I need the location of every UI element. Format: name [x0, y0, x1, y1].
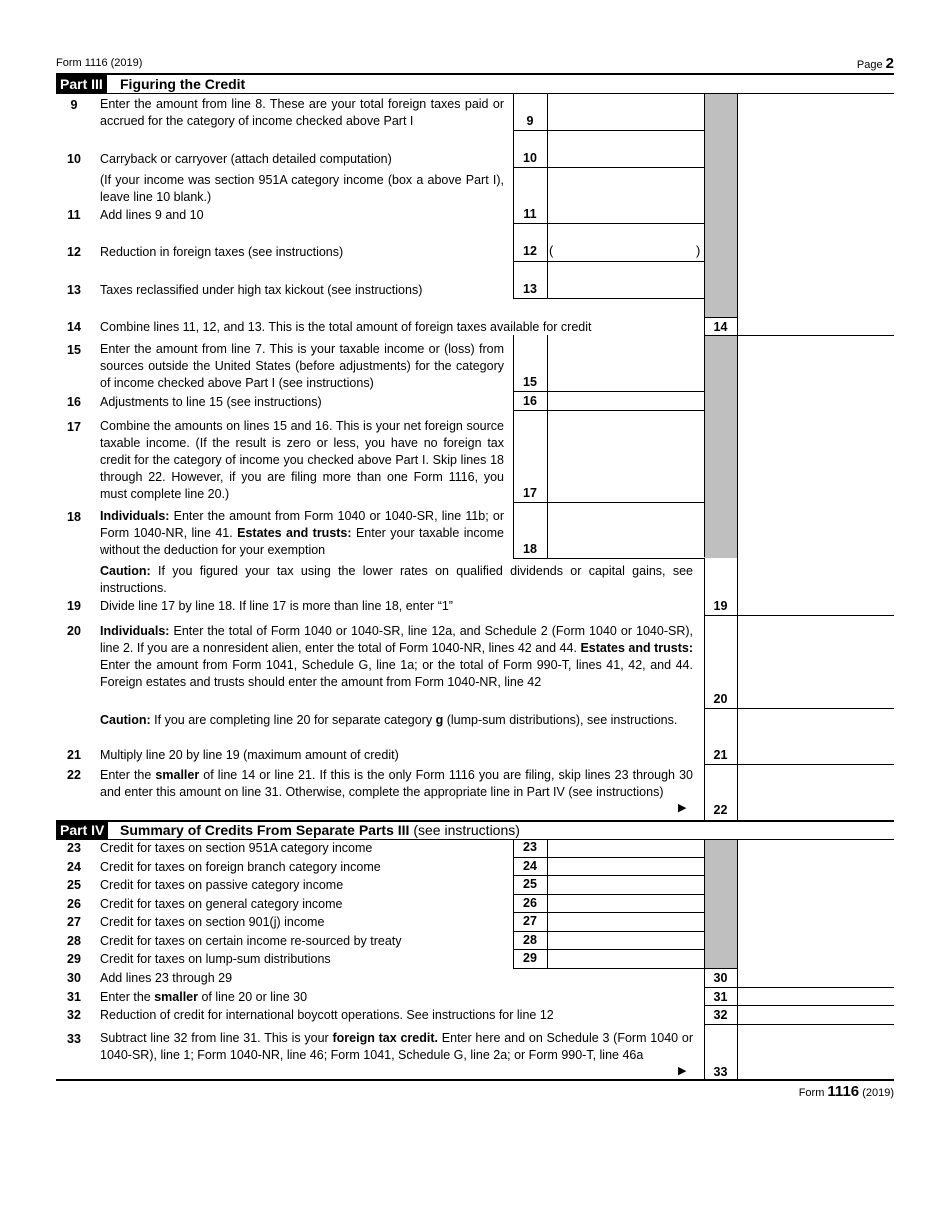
line-33-text: Subtract line 32 from line 31. This is your foreign tax credit. Enter here and on Schedule 3 (Form 1040 or 1040-SR), line 1; Form 1040-NR, line 46; Form 1041, Schedule G, line 2a; or Form 990-T, line 46a	[100, 1031, 693, 1062]
line-12-amount-field[interactable]	[556, 224, 694, 260]
line-16-text: Adjustments to line 15 (see instructions)	[100, 395, 322, 409]
line-28-box-label: 28	[523, 933, 537, 947]
line-30-text: Add lines 23 through 29	[100, 971, 233, 985]
line-19-caution: Caution: If you figured your tax using the lower rates on qualified dividends or capital gains, see instructions.	[100, 564, 693, 595]
line-17-amount-field[interactable]	[548, 411, 703, 501]
line-25-amount-field[interactable]	[548, 876, 703, 893]
line-24-number: 24	[67, 860, 81, 874]
line-20-amount-field[interactable]	[738, 616, 894, 707]
line-25-box-label: 25	[523, 877, 537, 891]
line-15-number: 15	[67, 343, 81, 357]
line-31-box-label: 31	[713, 990, 728, 1004]
line-24-text: Credit for taxes on foreign branch category income	[100, 860, 381, 874]
line-10-box-label: 10	[523, 151, 537, 165]
form-header-id: Form 1116 (2019)	[56, 57, 143, 69]
line-14-number: 14	[67, 320, 81, 334]
line-33-amount-field[interactable]	[738, 1025, 894, 1078]
line-21-text: Multiply line 20 by line 19 (maximum amount of credit)	[100, 748, 399, 762]
line-23-box-label: 23	[523, 840, 537, 854]
line-12-paren-open: (	[549, 243, 554, 258]
line-32-box-label: 32	[713, 1008, 728, 1022]
line-22-arrow-icon: ▶	[678, 802, 687, 814]
line-24-amount-field[interactable]	[548, 858, 703, 874]
line-27-text: Credit for taxes on section 901(j) income	[100, 915, 325, 929]
shaded-column-upper	[704, 94, 737, 317]
part4-tag: Part IV	[56, 821, 108, 839]
line-22-text: Enter the smaller of line 14 or line 21. If this is the only Form 1116 you are filing, skip lines 23 through 30 and enter this amount on line 31. Otherwise, complete the appropriate line in Part IV (see instructions)	[100, 768, 693, 799]
line-14-amount-field[interactable]	[738, 318, 894, 334]
line-13-box-label: 13	[523, 282, 537, 296]
line-21-caution: Caution: If you are completing line 20 for separate category g (lump-sum distributions), see instructions.	[100, 713, 678, 727]
line-21-amount-field[interactable]	[738, 746, 894, 763]
line-12-text: Reduction in foreign taxes (see instructions)	[100, 245, 344, 259]
line-10-amount-field[interactable]	[548, 131, 703, 166]
line-10-text: Carryback or carryover (attach detailed computation)	[100, 152, 392, 166]
line-15-box-label: 15	[523, 375, 537, 389]
line-18-number: 18	[67, 510, 81, 524]
line-10-number: 10	[67, 152, 81, 166]
line-28-number: 28	[67, 934, 81, 948]
part3-tag: Part III	[56, 75, 107, 93]
line-23-amount-field[interactable]	[548, 840, 703, 856]
line-32-amount-field[interactable]	[738, 1006, 894, 1023]
line-33-arrow-icon: ▶	[678, 1065, 687, 1077]
line-23-text: Credit for taxes on section 951A category income	[100, 841, 373, 855]
line-26-box-label: 26	[523, 896, 537, 910]
line-27-number: 27	[67, 915, 81, 929]
line-17-text: Combine the amounts on lines 15 and 16. This is your net foreign source taxable income. (If the result is zero or less, you have no foreign tax credit for the category of income you checked above Part I. Skip lines 18 through 22. However, if you are filing more than one Form 1116, you must complete line 20.)	[100, 419, 504, 501]
page-label: Page	[856, 59, 883, 71]
line-32-number: 32	[67, 1008, 81, 1022]
line-19-text: Divide line 17 by line 18. If line 17 is more than line 18, enter “1”	[100, 599, 453, 613]
line-21-box-label: 21	[713, 748, 728, 762]
line-12-number: 12	[67, 245, 81, 259]
line-24-box-label: 24	[523, 859, 537, 873]
line-31-number: 31	[67, 990, 81, 1004]
form-bottom-rule	[56, 1079, 894, 1081]
line-22-number: 22	[67, 768, 81, 782]
line-16-box-label: 16	[523, 394, 537, 408]
line-20-text: Individuals: Enter the total of Form 1040 or 1040-SR, line 12a, and Schedule 2 (Form 1040 or 1040-SR), line 2. If you are a nonresident alien, enter the total of Form 1040-NR, lines 42 and 44. Estates and trusts: Enter the amount from Form 1041, Schedule G, line 1a; or the total of Form 990-T, lines 41, 42, and 44. Foreign estates and trusts should enter the amount from Form 1040-NR, line 42	[100, 624, 693, 689]
line-30-box-label: 30	[713, 971, 728, 985]
line-9-text: Enter the amount from line 8. These are your total foreign taxes paid or accrued for the category of income checked above Part I	[100, 97, 504, 128]
line-16-number: 16	[67, 395, 81, 409]
line-21-number: 21	[67, 748, 81, 762]
line-12-paren-close: )	[696, 243, 701, 258]
line-23-number: 23	[67, 841, 81, 855]
line-31-amount-field[interactable]	[738, 988, 894, 1005]
line-29-box-label: 29	[523, 951, 537, 965]
line-28-amount-field[interactable]	[548, 932, 703, 948]
line-9-box-label: 9	[526, 114, 534, 128]
line-11-text: Add lines 9 and 10	[100, 208, 204, 222]
line-28-text: Credit for taxes on certain income re-sourced by treaty	[100, 934, 402, 948]
outer-col-right-border	[737, 94, 738, 822]
line-33-number: 33	[67, 1032, 81, 1046]
line-18-box-label: 18	[523, 542, 537, 556]
line-19-box-label: 19	[713, 599, 728, 613]
line-29-amount-field[interactable]	[548, 950, 703, 967]
line-25-number: 25	[67, 878, 81, 892]
line-15-text: Enter the amount from line 7. This is your taxable income or (loss) from sources outside the United States (before adjustments) for the category of income checked above Part I (see instructions)	[100, 342, 504, 390]
line-20-number: 20	[67, 624, 81, 638]
part4-title: Summary of Credits From Separate Parts III (see instructions)	[120, 822, 520, 838]
line-15-amount-field[interactable]	[548, 336, 703, 390]
footer-form-number: 1116	[827, 1083, 860, 1100]
line-12-box-label: 12	[523, 244, 537, 258]
line-17-box-label: 17	[523, 486, 537, 500]
line-18-text: Individuals: Enter the amount from Form 1040 or 1040-SR, line 11b; or Form 1040-NR, line 41. Estates and trusts: Enter your taxable income without the deduction for your exemption	[100, 509, 504, 557]
line-29-number: 29	[67, 952, 81, 966]
line-22-amount-field[interactable]	[738, 765, 894, 820]
line-26-amount-field[interactable]	[548, 895, 703, 911]
line-22-box-label: 22	[713, 803, 728, 817]
line-30-amount-field[interactable]	[738, 969, 894, 986]
line-27-box-label: 27	[523, 914, 537, 928]
line-14-box-label: 14	[713, 320, 728, 334]
line-27-amount-field[interactable]	[548, 913, 703, 930]
line-9-amount-field[interactable]	[548, 95, 703, 130]
line-11-number: 11	[67, 208, 81, 222]
line-13-text: Taxes reclassified under high tax kickout (see instructions)	[100, 283, 423, 297]
form-footer: Form 1116 (2019)	[798, 1083, 894, 1100]
line-13-amount-field[interactable]	[548, 262, 703, 297]
line-19-number: 19	[67, 599, 81, 613]
shaded-column-part4	[704, 840, 737, 968]
line-25-text: Credit for taxes on passive category income	[100, 878, 344, 892]
line-16-amount-field[interactable]	[548, 392, 703, 409]
line-20-box-label: 20	[713, 692, 728, 706]
line-9-number: 9	[70, 98, 78, 112]
shaded-column-middle	[704, 335, 737, 558]
line-17-number: 17	[67, 420, 81, 434]
part3-title: Figuring the Credit	[120, 76, 246, 92]
line-11-amount-field[interactable]	[548, 168, 703, 222]
page-indicator	[857, 55, 894, 72]
line-31-text: Enter the smaller of line 20 or line 30	[100, 990, 308, 1004]
line-29-text: Credit for taxes on lump-sum distributions	[100, 952, 331, 966]
page-number: 2	[885, 55, 894, 72]
line-11-box-label: 11	[523, 207, 537, 221]
line-18-amount-field[interactable]	[548, 503, 703, 557]
line-14-text: Combine lines 11, 12, and 13. This is the total amount of foreign taxes available for credit	[100, 320, 592, 334]
line-33-box-label: 33	[713, 1065, 728, 1079]
line-19-amount-field[interactable]	[738, 597, 894, 614]
line-30-number: 30	[67, 971, 81, 985]
line-32-text: Reduction of credit for international boycott operations. See instructions for line 12	[100, 1008, 554, 1022]
line-10-note: (If your income was section 951A category income (box a above Part I), leave line 10 blank.)	[100, 173, 504, 204]
line-26-text: Credit for taxes on general category income	[100, 897, 343, 911]
line-13-number: 13	[67, 283, 81, 297]
line-26-number: 26	[67, 897, 81, 911]
part3-header-bottom-rule	[56, 93, 894, 94]
